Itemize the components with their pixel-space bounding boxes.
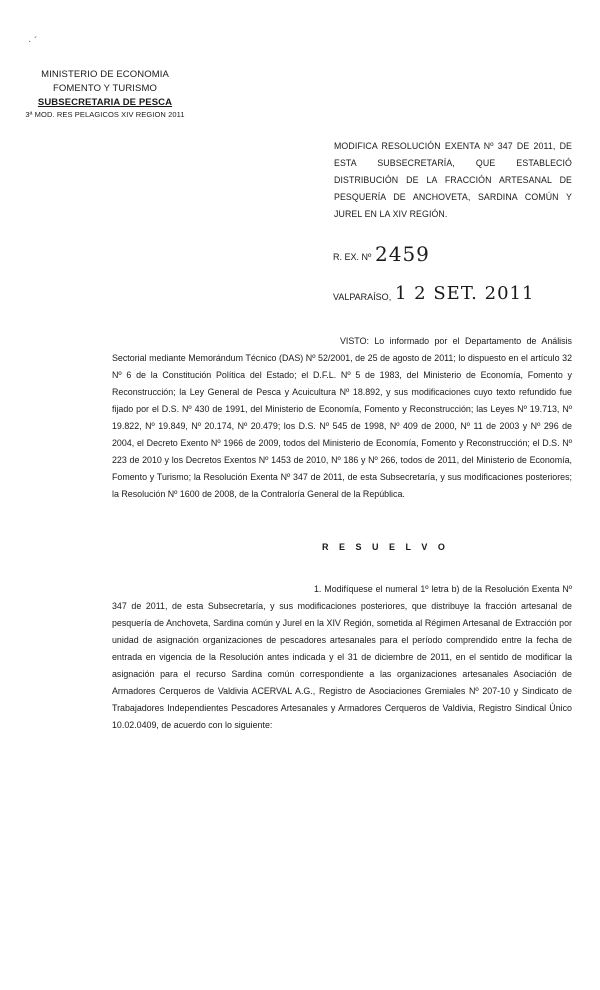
date-stamp: 1 2 SET. 2011 xyxy=(395,283,535,304)
scan-mark: · ´ xyxy=(28,36,38,47)
resolution-subject: MODIFICA RESOLUCIÓN EXENTA Nº 347 DE 2011, DE ESTA SUBSECRETARÍA, QUE ESTABLECIÓ DISTRIBUCIÓN DE LA FRACCIÓN ARTESANAL DE PESQUERÍA DE ANCHOVETA, SARDINA COMÚN Y JUREL EN LA XIV REGIÓN. xyxy=(334,141,572,219)
ministry-subname: FOMENTO Y TURISMO xyxy=(53,83,157,94)
resolution-number: 2459 xyxy=(375,242,430,266)
resolution-number-block xyxy=(333,242,430,266)
ministry-name: MINISTERIO DE ECONOMIA xyxy=(41,69,169,80)
date-block xyxy=(333,283,535,304)
subsecretary-name: SUBSECRETARIA DE PESCA xyxy=(37,97,173,108)
date-place: VALPARAÍSO, xyxy=(333,292,392,302)
ministry-header xyxy=(20,68,190,120)
resuelvo-heading: R E S U E L V O xyxy=(322,542,449,552)
resolution-label: R. EX. Nº xyxy=(333,252,372,262)
resolution-item-1: 1. Modifíquese el numeral 1º letra b) de la Resolución Exenta Nº 347 de 2011, de esta Subsecretaría, y sus modificaciones posteriores, que distribuye la fracción artesanal de pesquería de Anchoveta, Sardina común y Jurel en la XIV Región, sometida al Régimen Artesanal de Extracción por unidad de asignación organizaciones de pescadores artesanales para el período comprendido entre la fecha de entrada en vigencia de la Resolución antes indicada y el 31 de diciembre de 2011, en el sentido de modificar la asignación para el recurso Sardina común correspondiente a las organizaciones artesanales Asociación de Armadores Cerqueros de Valdivia ACERVAL A.G., Registro de Asociaciones Gremiales Nº 207-10 y Sindicato de Trabajadores Independientes Pescadores Artesanales y Armadores Cerqueros de Valdivia, Registro Sindical Único 10.02.0409, de acuerdo con lo siguiente: xyxy=(112,584,572,730)
visto-paragraph: VISTO: Lo informado por el Departamento de Análisis Sectorial mediante Memorándum Técnico (DAS) Nº 52/2001, de 25 de agosto de 2011; lo dispuesto en el artículo 32 Nº 6 de la Constitución Política del Estado; el D.F.L. Nº 5 de 1983, del Ministerio de Economía, Fomento y Reconstrucción; la Ley General de Pesca y Acuicultura Nº 18.892, y sus modificaciones cuyo texto refundido fue fijado por el D.S. Nº 430 de 1991, del Ministerio de Economía, Fomento y Reconstrucción; las Leyes Nº 19.713, Nº 19.822, Nº 19.849, Nº 20.174, Nº 20.479; los D.S. Nº 545 de 1998, Nº 409 de 2000, Nº 11 de 2003 y Nº 296 de 2004, el Decreto Exento Nº 1966 de 2009, todos del Ministerio de Economía, Fomento y Reconstrucción; el D.S. Nº 223 de 2010 y los Decretos Exentos Nº 1453 de 2010, Nº 186 y Nº 266, todos de 2011, del Ministerio de Economía, Fomento y Turismo; la Resolución Exenta Nº 347 de 2011, de esta Subsecretaría, y sus modificaciones posteriores; la Resolución Nº 1600 de 2008, de la Contraloría General de la República. xyxy=(112,336,572,499)
file-reference: 3ª MOD. RES PELAGICOS XIV REGION 2011 xyxy=(25,110,185,119)
